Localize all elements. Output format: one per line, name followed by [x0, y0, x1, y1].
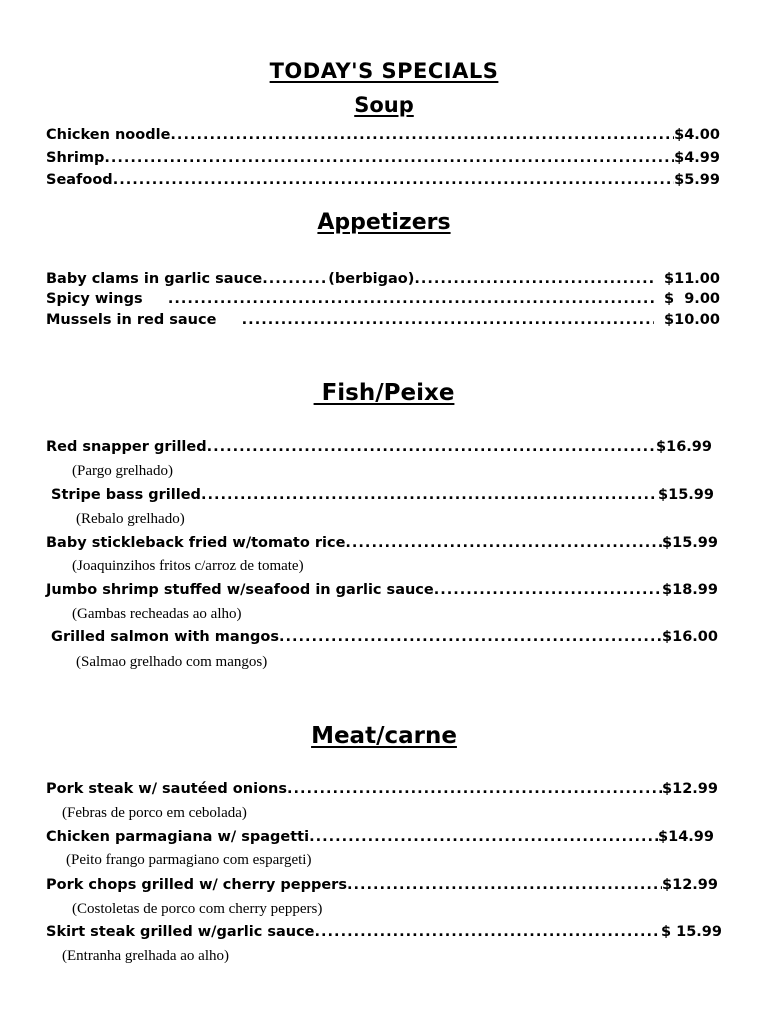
item-price: $10.00 — [653, 312, 720, 328]
dot-leader — [279, 627, 662, 647]
item-name: Pork chops grilled w/ cherry peppers — [46, 877, 347, 893]
section-heading-fish: Fish/Peixe — [313, 380, 455, 406]
dot-leader — [201, 485, 658, 505]
item-name: Baby clams in garlic sauce — [46, 271, 263, 287]
menu-item — [46, 533, 718, 553]
dot-leader — [315, 922, 661, 942]
item-name: Seafood — [46, 172, 113, 188]
item-name: Pork steak w/ sautéed onions — [46, 781, 287, 797]
item-translation: (Febras de porco em cebolada) — [62, 805, 247, 821]
dot-leader — [168, 289, 654, 309]
menu-item — [46, 269, 720, 289]
menu-item — [46, 827, 714, 847]
item-name: Stripe bass grilled — [46, 487, 201, 503]
menu-item — [46, 148, 720, 168]
item-price: $4.00 — [674, 127, 720, 143]
item-translation: (Joaquinzihos fritos c/arroz de tomate) — [72, 558, 304, 574]
item-note: (berbigao) — [328, 271, 415, 287]
item-translation: (Rebalo grelhado) — [76, 511, 185, 527]
item-translation: (Peito frango parmagiano com espargeti) — [66, 852, 312, 868]
menu-item — [46, 485, 714, 505]
item-price: $16.99 — [656, 439, 712, 455]
item-price: $16.00 — [662, 629, 718, 645]
menu-item — [46, 875, 718, 895]
item-name: Mussels in red sauce — [46, 312, 242, 328]
section-heading-appetizers: Appetizers — [317, 210, 451, 235]
section-heading-soup: Soup — [354, 93, 414, 117]
item-price: $12.99 — [662, 781, 718, 797]
menu-item — [46, 580, 718, 600]
dot-leader — [113, 170, 674, 190]
item-price: $ 15.99 — [660, 924, 722, 940]
item-name: Jumbo shrimp stuffed w/seafood in garlic sauce — [46, 582, 434, 598]
menu-item — [46, 779, 718, 799]
dot-leader — [242, 310, 654, 330]
dot-leader — [207, 437, 656, 457]
menu-item — [46, 922, 722, 942]
item-translation: (Gambas recheadas ao alho) — [72, 606, 242, 622]
item-name: Baby stickleback fried w/tomato rice — [46, 535, 346, 551]
dot-leader — [262, 269, 328, 289]
item-name: Grilled salmon with mangos — [46, 629, 279, 645]
item-translation: (Salmao grelhado com mangos) — [76, 654, 268, 670]
item-name: Chicken noodle — [46, 127, 171, 143]
item-price: $18.99 — [662, 582, 718, 598]
page-title: TODAY'S SPECIALS — [269, 59, 499, 83]
item-price: $15.99 — [658, 487, 714, 503]
dot-leader — [104, 148, 674, 168]
menu-item — [46, 289, 720, 309]
item-price: $ 9.00 — [653, 291, 720, 307]
item-name: Chicken parmagiana w/ spagetti — [46, 829, 310, 845]
item-price: $11.00 — [653, 271, 720, 287]
dot-leader — [414, 269, 654, 289]
item-name: Spicy wings — [46, 291, 168, 307]
item-price: $4.99 — [674, 150, 720, 166]
menu-item — [46, 437, 712, 457]
dot-leader — [309, 827, 658, 847]
menu-item — [46, 170, 720, 190]
item-translation: (Pargo grelhado) — [72, 463, 173, 479]
menu-item — [46, 310, 720, 330]
section-heading-meat: Meat/carne — [311, 723, 457, 749]
dot-leader — [347, 875, 662, 895]
dot-leader — [287, 779, 662, 799]
menu-item — [46, 125, 720, 145]
menu-item — [46, 627, 718, 647]
item-name: Shrimp — [46, 150, 105, 166]
item-price: $14.99 — [658, 829, 714, 845]
item-translation: (Costoletas de porco com cherry peppers) — [72, 901, 323, 917]
item-price: $12.99 — [662, 877, 718, 893]
item-name: Skirt steak grilled w/garlic sauce — [46, 924, 315, 940]
item-price: $5.99 — [674, 172, 720, 188]
item-price: $15.99 — [662, 535, 718, 551]
dot-leader — [434, 580, 662, 600]
dot-leader — [345, 533, 662, 553]
item-translation: (Entranha grelhada ao alho) — [62, 948, 229, 964]
dot-leader — [170, 125, 674, 145]
item-name: Red snapper grilled — [46, 439, 207, 455]
